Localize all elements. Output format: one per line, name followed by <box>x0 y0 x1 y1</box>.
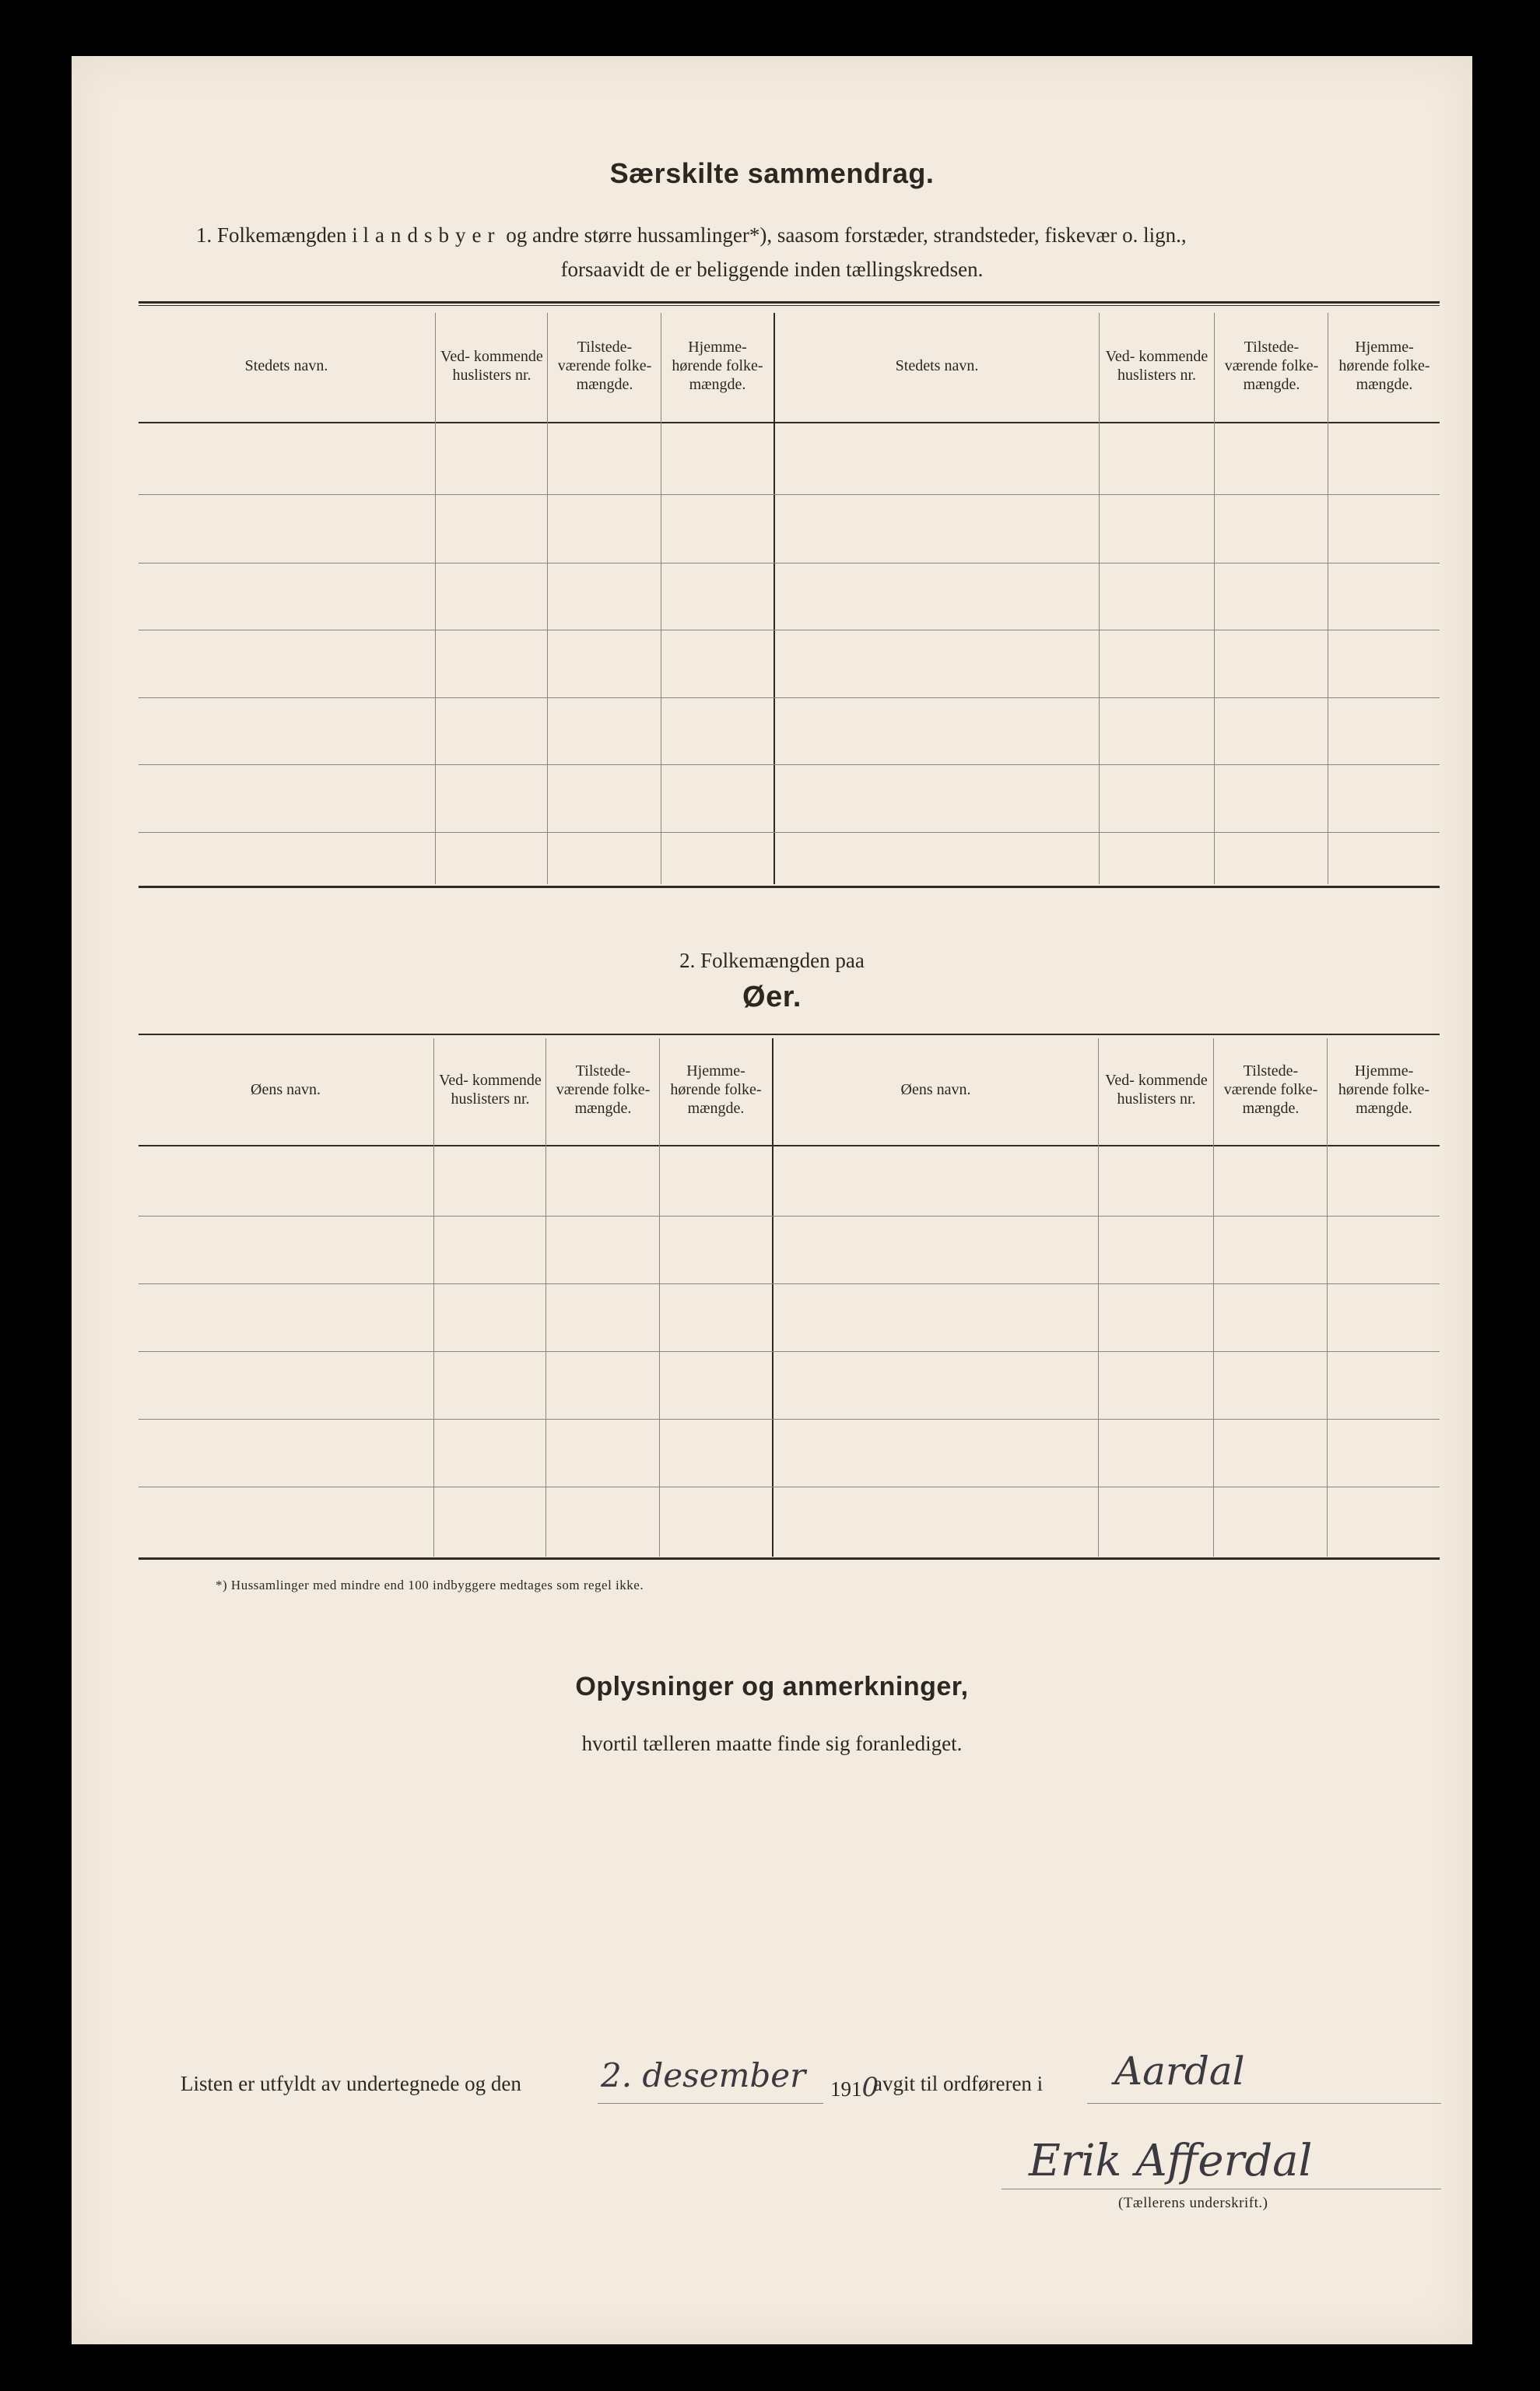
table2-header-huslister: Ved- kommende huslisters nr. <box>439 1072 542 1108</box>
table2-header-huslister-2: Ved- kommende huslisters nr. <box>1105 1072 1208 1108</box>
remarks-subtitle: hvortil tælleren maatte finde sig foranlediget. <box>581 1732 963 1755</box>
table1-header-huslister-2: Ved- kommende huslisters nr. <box>1105 347 1208 384</box>
table1-row-line <box>139 832 1440 833</box>
table2-header-tilstedevaerende-2: Tilstede- værende folke- mængde. <box>1223 1062 1318 1117</box>
table2-header-oens-navn-2: Øens navn. <box>900 1081 971 1098</box>
table2-bottom-rule <box>139 1557 1440 1560</box>
table2-row-line <box>139 1283 1440 1284</box>
table2-col-line <box>545 1038 546 1557</box>
signature-year-printed: 191 <box>830 2077 862 2101</box>
table1-row-line <box>139 563 1440 564</box>
signature-name-handwritten: Erik Afferdal <box>1029 2136 1313 2186</box>
table2-row-line <box>139 1419 1440 1420</box>
section1-intro <box>196 218 1441 252</box>
table2-top-rule <box>139 1034 1440 1035</box>
signature-caption: (Tællerens underskrift.) <box>1118 2195 1268 2211</box>
signature-year <box>830 2072 879 2103</box>
table2-header-rule <box>139 1145 1440 1146</box>
remarks-title: Oplysninger og anmerkninger, <box>575 1672 969 1701</box>
table1-header-hjemmehorende-2: Hjemme- hørende folke- mængde. <box>1338 338 1430 393</box>
table2-row-line <box>139 1351 1440 1352</box>
table2-header-hjemmehorende-2: Hjemme- hørende folke- mængde. <box>1338 1062 1430 1117</box>
table1-row-line <box>139 494 1440 495</box>
section2-intro: 2. Folkemængden paa <box>679 949 865 972</box>
section1-intro-line2: forsaavidt de er beliggende inden tællingskredsen. <box>560 258 984 281</box>
table1-center-divider <box>774 313 775 884</box>
signature-place-handwritten: Aardal <box>1114 2049 1245 2094</box>
table2-col-line <box>1098 1038 1099 1557</box>
table1-col-line <box>1099 313 1100 884</box>
section1-num: 1. <box>196 223 212 247</box>
section1-text-b: og andre større hussamlinger*), saasom forstæder, strandsteder, fiskevær o. lign., <box>506 223 1187 247</box>
table1-header-tilstedevaerende: Tilstede- værende folke- mængde. <box>557 338 652 393</box>
page-title: Særskilte sammendrag. <box>609 157 935 189</box>
table1-col-line <box>547 313 548 884</box>
table1-top-rule-2 <box>139 305 1440 306</box>
table1-col-line <box>1214 313 1215 884</box>
table1-row-line <box>139 697 1440 698</box>
signature-year-handwritten: 0 <box>861 2072 879 2103</box>
table1-bottom-rule <box>139 886 1440 888</box>
date-underline <box>598 2103 823 2104</box>
table2-col-line <box>433 1038 434 1557</box>
table1-col-line <box>435 313 436 884</box>
section1-spaced-word: landsbyer <box>363 223 501 247</box>
signature-line <box>181 2072 521 2096</box>
table2-header-hjemmehorende: Hjemme- hørende folke- mængde. <box>670 1062 762 1117</box>
table1-row-line <box>139 764 1440 765</box>
table2-center-divider <box>772 1038 774 1557</box>
table1-header-tilstedevaerende-2: Tilstede- værende folke- mængde. <box>1224 338 1319 393</box>
table1-top-rule <box>139 301 1440 304</box>
place-underline <box>1087 2103 1441 2104</box>
section1-text-a: Folkemængden i <box>217 223 358 247</box>
signature-middle: avgit til ordføreren i <box>873 2072 1044 2095</box>
table1-header-stedets-navn: Stedets navn. <box>244 356 328 374</box>
table1-header-huslister: Ved- kommende huslisters nr. <box>440 347 543 384</box>
table2-col-line <box>659 1038 660 1557</box>
section2-title: Øer. <box>742 981 802 1013</box>
table1-header-hjemmehorende: Hjemme- hørende folke- mængde. <box>672 338 763 393</box>
census-form-page <box>72 56 1472 2344</box>
table2-col-line <box>1327 1038 1328 1557</box>
table2-col-line <box>1213 1038 1214 1557</box>
footnote: *) Hussamlinger med mindre end 100 indbyggere medtages som regel ikke. <box>216 1578 644 1592</box>
table2-header-oens-navn: Øens navn. <box>251 1081 321 1098</box>
table1-header-rule <box>139 422 1440 423</box>
table1-header-stedets-navn-2: Stedets navn. <box>895 356 979 374</box>
table2-header-tilstedevaerende: Tilstede- værende folke- mængde. <box>556 1062 651 1117</box>
signature-prefix: Listen er utfyldt av undertegnede og den <box>181 2072 521 2095</box>
table2-row-line <box>139 1216 1440 1217</box>
signature-date-handwritten: 2. desember <box>601 2056 806 2094</box>
